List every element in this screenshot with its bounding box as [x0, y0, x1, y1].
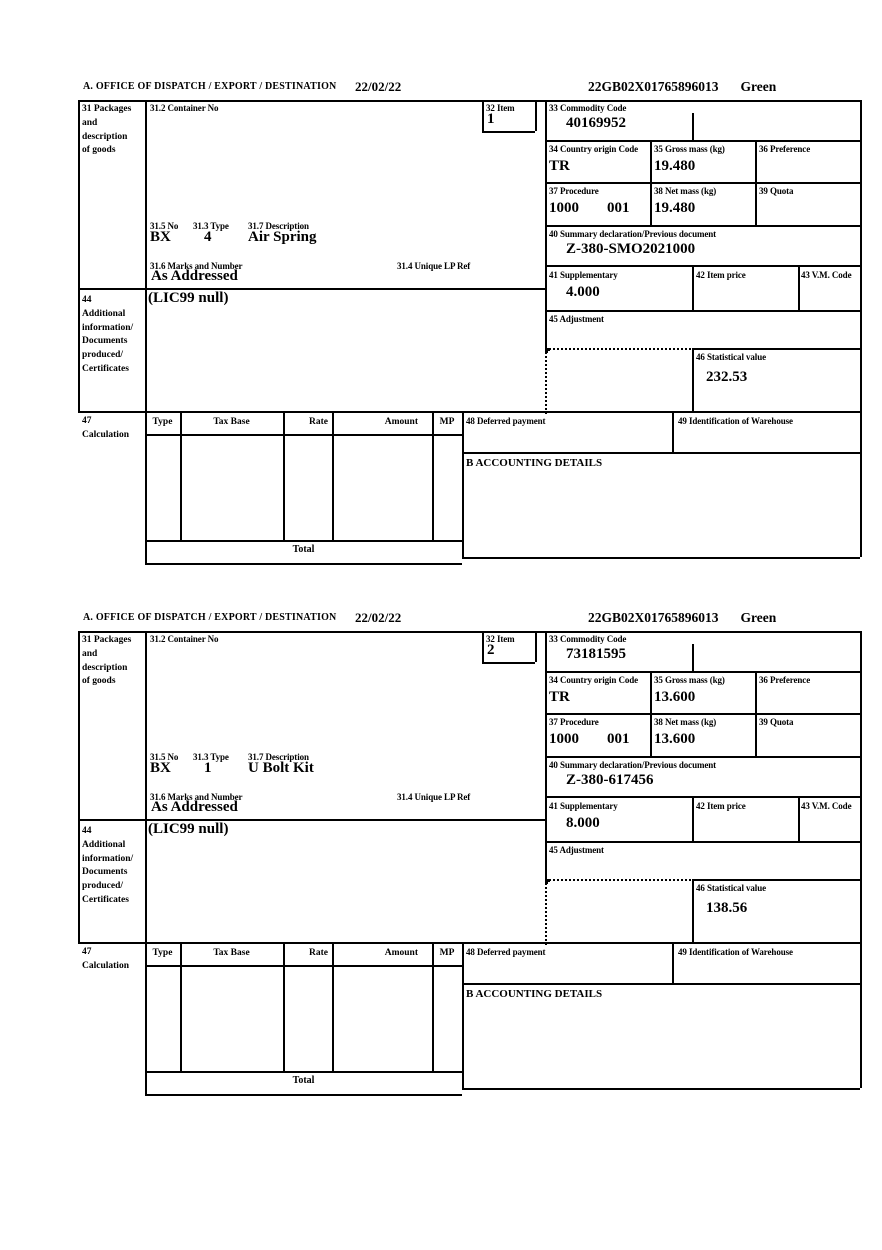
vm-code-label: 43 V.M. Code [801, 270, 852, 280]
gross-mass-value: 13.600 [654, 689, 696, 705]
packages-description-label: 31 Packages and description of goods [82, 635, 132, 687]
item-label: 32 Item [486, 634, 515, 644]
grid-line-v [798, 265, 800, 310]
grid-line-h [78, 411, 860, 413]
gross-mass-value: 19.480 [654, 158, 696, 174]
unique-lp-ref-label: 31.4 Unique LP Ref [397, 792, 471, 802]
col-header-amount: Amount [384, 948, 418, 958]
grid-line-h [482, 131, 535, 133]
movement-reference-number: 22GB02X01765896013 [588, 610, 719, 625]
grid-line-v [78, 100, 80, 411]
grid-line-v [798, 796, 800, 841]
grid-line-h [692, 879, 860, 881]
grid-line-v [462, 942, 464, 1088]
grid-line-h [78, 631, 860, 633]
packages-no-label: 31.5 No [150, 752, 179, 762]
commodity-code-label: 33 Commodity Code [549, 103, 627, 113]
declaration-date: 22/02/22 [355, 79, 402, 94]
supplementary-label: 41 Supplementary [549, 270, 618, 280]
packages-no-value: BX [150, 229, 171, 245]
procedure-extra-value: 001 [607, 200, 630, 216]
grid-line-h [545, 225, 860, 227]
col-header-type: Type [152, 948, 173, 958]
grid-line-v [432, 411, 434, 540]
grid-line-v [545, 100, 547, 348]
grid-line-v [692, 265, 694, 310]
commodity-code-separator-tick [692, 644, 694, 671]
grid-line-v [535, 631, 537, 662]
grid-line-v [860, 100, 862, 557]
container-no-label: 31.2 Container No [150, 103, 219, 113]
net-mass-value: 13.600 [654, 731, 696, 747]
supplementary-value: 4.000 [566, 284, 600, 300]
procedure-extra-value: 001 [607, 731, 630, 747]
office-of-dispatch-label: A. OFFICE OF DISPATCH / EXPORT / DESTINATION [83, 81, 337, 92]
packages-type-label: 31.3 Type [193, 221, 229, 231]
description-label: 31.7 Description [248, 221, 309, 231]
quota-label: 39 Quota [759, 186, 794, 196]
declaration-reference-row [588, 79, 776, 95]
grid-line-h [482, 662, 535, 664]
adjustment-label: 45 Adjustment [549, 314, 604, 324]
grid-line-h [145, 1094, 462, 1096]
additional-information-value: (LIC99 null) [148, 290, 229, 306]
grid-line-v [482, 631, 484, 662]
procedure-label: 37 Procedure [549, 186, 599, 196]
grid-line-h [545, 756, 860, 758]
packages-no-label: 31.5 No [150, 221, 179, 231]
col-header-mp: MP [439, 948, 455, 958]
grid-line-h [545, 140, 860, 142]
grid-line-h [462, 452, 860, 454]
grid-line-h [462, 1088, 860, 1090]
grid-line-v [672, 942, 674, 983]
country-origin-label: 34 Country origin Code [549, 144, 639, 154]
grid-line-h [145, 434, 462, 436]
quota-label: 39 Quota [759, 717, 794, 727]
country-origin-value: TR [549, 689, 570, 705]
procedure-value: 1000 [549, 731, 579, 747]
commodity-code-separator-tick [692, 113, 694, 140]
grid-line-h [145, 965, 462, 967]
grid-line-h-dotted [545, 348, 695, 350]
net-mass-value: 19.480 [654, 200, 696, 216]
deferred-payment-label: 48 Deferred payment [466, 416, 546, 426]
grid-line-h [545, 841, 860, 843]
additional-information-value: (LIC99 null) [148, 821, 229, 837]
statistical-value-label: 46 Statistical value [696, 352, 766, 362]
additional-information-label: 44 Additional information/ Documents produced/ Certificates [82, 295, 134, 374]
grid-line-v [462, 411, 464, 557]
goods-description-value: U Bolt Kit [248, 760, 314, 776]
packages-description-label: 31 Packages and description of goods [82, 104, 132, 156]
warehouse-identification-label: 49 Identification of Warehouse [678, 947, 793, 957]
grid-line-v [692, 348, 694, 411]
country-origin-label: 34 Country origin Code [549, 675, 639, 685]
col-header-rate: Rate [309, 417, 328, 427]
grid-line-v [535, 100, 537, 131]
total-label: Total [292, 544, 315, 555]
grid-line-v-dotted [545, 879, 547, 945]
packages-type-value: 1 [204, 760, 212, 776]
supplementary-label: 41 Supplementary [549, 801, 618, 811]
net-mass-label: 38 Net mass (kg) [654, 186, 717, 196]
grid-line-v [283, 411, 285, 540]
commodity-code-value: 73181595 [566, 646, 626, 662]
item-price-label: 42 Item price [696, 270, 746, 280]
grid-line-h [145, 1071, 462, 1073]
preference-label: 36 Preference [759, 675, 811, 685]
description-label: 31.7 Description [248, 752, 309, 762]
col-header-amount: Amount [384, 417, 418, 427]
packages-no-value: BX [150, 760, 171, 776]
country-origin-value: TR [549, 158, 570, 174]
gross-mass-label: 35 Gross mass (kg) [654, 144, 725, 154]
vm-code-label: 43 V.M. Code [801, 801, 852, 811]
grid-line-h [78, 942, 860, 944]
gross-mass-label: 35 Gross mass (kg) [654, 675, 725, 685]
grid-line-v [545, 631, 547, 879]
procedure-value: 1000 [549, 200, 579, 216]
marks-number-value: As Addressed [151, 268, 238, 284]
declaration-item-section [0, 80, 882, 580]
col-header-rate: Rate [309, 948, 328, 958]
statistical-value: 138.56 [706, 900, 748, 916]
grid-line-v [283, 942, 285, 1071]
grid-line-h [545, 796, 860, 798]
summary-declaration-label: 40 Summary declaration/Previous document [549, 760, 717, 770]
item-number-value: 2 [487, 642, 495, 658]
unique-lp-ref-label: 31.4 Unique LP Ref [397, 261, 471, 271]
grid-line-h [462, 983, 860, 985]
grid-line-h [545, 310, 860, 312]
grid-line-h [545, 182, 860, 184]
accounting-details-label: B ACCOUNTING DETAILS [466, 457, 603, 469]
item-number-value: 1 [487, 111, 495, 127]
col-header-mp: MP [439, 417, 455, 427]
marks-number-value: As Addressed [151, 799, 238, 815]
grid-line-v [650, 671, 652, 756]
preference-label: 36 Preference [759, 144, 811, 154]
grid-line-v [755, 671, 757, 756]
statistical-value-label: 46 Statistical value [696, 883, 766, 893]
grid-line-v [860, 631, 862, 1088]
grid-line-v [78, 631, 80, 942]
grid-line-h [545, 713, 860, 715]
goods-description-value: Air Spring [248, 229, 317, 245]
grid-line-v [692, 879, 694, 942]
grid-line-v [145, 100, 147, 563]
grid-line-v [692, 796, 694, 841]
grid-line-v [332, 411, 334, 540]
grid-line-h-dotted [545, 879, 695, 881]
packages-type-label: 31.3 Type [193, 752, 229, 762]
grid-line-v [145, 631, 147, 1094]
grid-line-v [180, 942, 182, 1071]
col-header-type: Type [152, 417, 173, 427]
declaration-item-section [0, 611, 882, 1111]
accounting-details-label: B ACCOUNTING DETAILS [466, 988, 603, 1000]
grid-line-h [78, 100, 860, 102]
additional-information-label: 44 Additional information/ Documents produced/ Certificates [82, 826, 134, 905]
calculation-label: 47 Calculation [82, 416, 129, 440]
grid-line-v [332, 942, 334, 1071]
commodity-code-value: 40169952 [566, 115, 626, 131]
adjustment-label: 45 Adjustment [549, 845, 604, 855]
grid-line-v-dotted [545, 348, 547, 414]
grid-line-v [482, 100, 484, 131]
procedure-label: 37 Procedure [549, 717, 599, 727]
grid-line-h [145, 563, 462, 565]
supplementary-value: 8.000 [566, 815, 600, 831]
col-header-tax-base: Tax Base [213, 417, 250, 427]
item-label: 32 Item [486, 103, 515, 113]
total-label: Total [292, 1075, 315, 1086]
summary-declaration-label: 40 Summary declaration/Previous document [549, 229, 717, 239]
packages-type-value: 4 [204, 229, 212, 245]
office-of-dispatch-label: A. OFFICE OF DISPATCH / EXPORT / DESTINATION [83, 612, 337, 623]
grid-line-h [545, 265, 860, 267]
grid-line-v [672, 411, 674, 452]
marks-number-label: 31.6 Marks and Number [150, 792, 243, 802]
col-header-tax-base: Tax Base [213, 948, 250, 958]
commodity-code-label: 33 Commodity Code [549, 634, 627, 644]
declaration-date: 22/02/22 [355, 610, 402, 625]
container-no-label: 31.2 Container No [150, 634, 219, 644]
net-mass-label: 38 Net mass (kg) [654, 717, 717, 727]
grid-line-h [545, 671, 860, 673]
grid-line-v [650, 140, 652, 225]
grid-line-h [462, 557, 860, 559]
warehouse-identification-label: 49 Identification of Warehouse [678, 416, 793, 426]
previous-document-value: Z-380-617456 [566, 772, 654, 788]
deferred-payment-label: 48 Deferred payment [466, 947, 546, 957]
grid-line-v [180, 411, 182, 540]
grid-line-h [145, 540, 462, 542]
grid-line-v [755, 140, 757, 225]
declaration-reference-row [588, 610, 776, 626]
routing-channel: Green [740, 79, 777, 94]
marks-number-label: 31.6 Marks and Number [150, 261, 243, 271]
calculation-label: 47 Calculation [82, 947, 129, 971]
grid-line-v [432, 942, 434, 1071]
previous-document-value: Z-380-SMO2021000 [566, 241, 696, 257]
statistical-value: 232.53 [706, 369, 748, 385]
routing-channel: Green [740, 610, 777, 625]
movement-reference-number: 22GB02X01765896013 [588, 79, 719, 94]
item-price-label: 42 Item price [696, 801, 746, 811]
grid-line-h [692, 348, 860, 350]
